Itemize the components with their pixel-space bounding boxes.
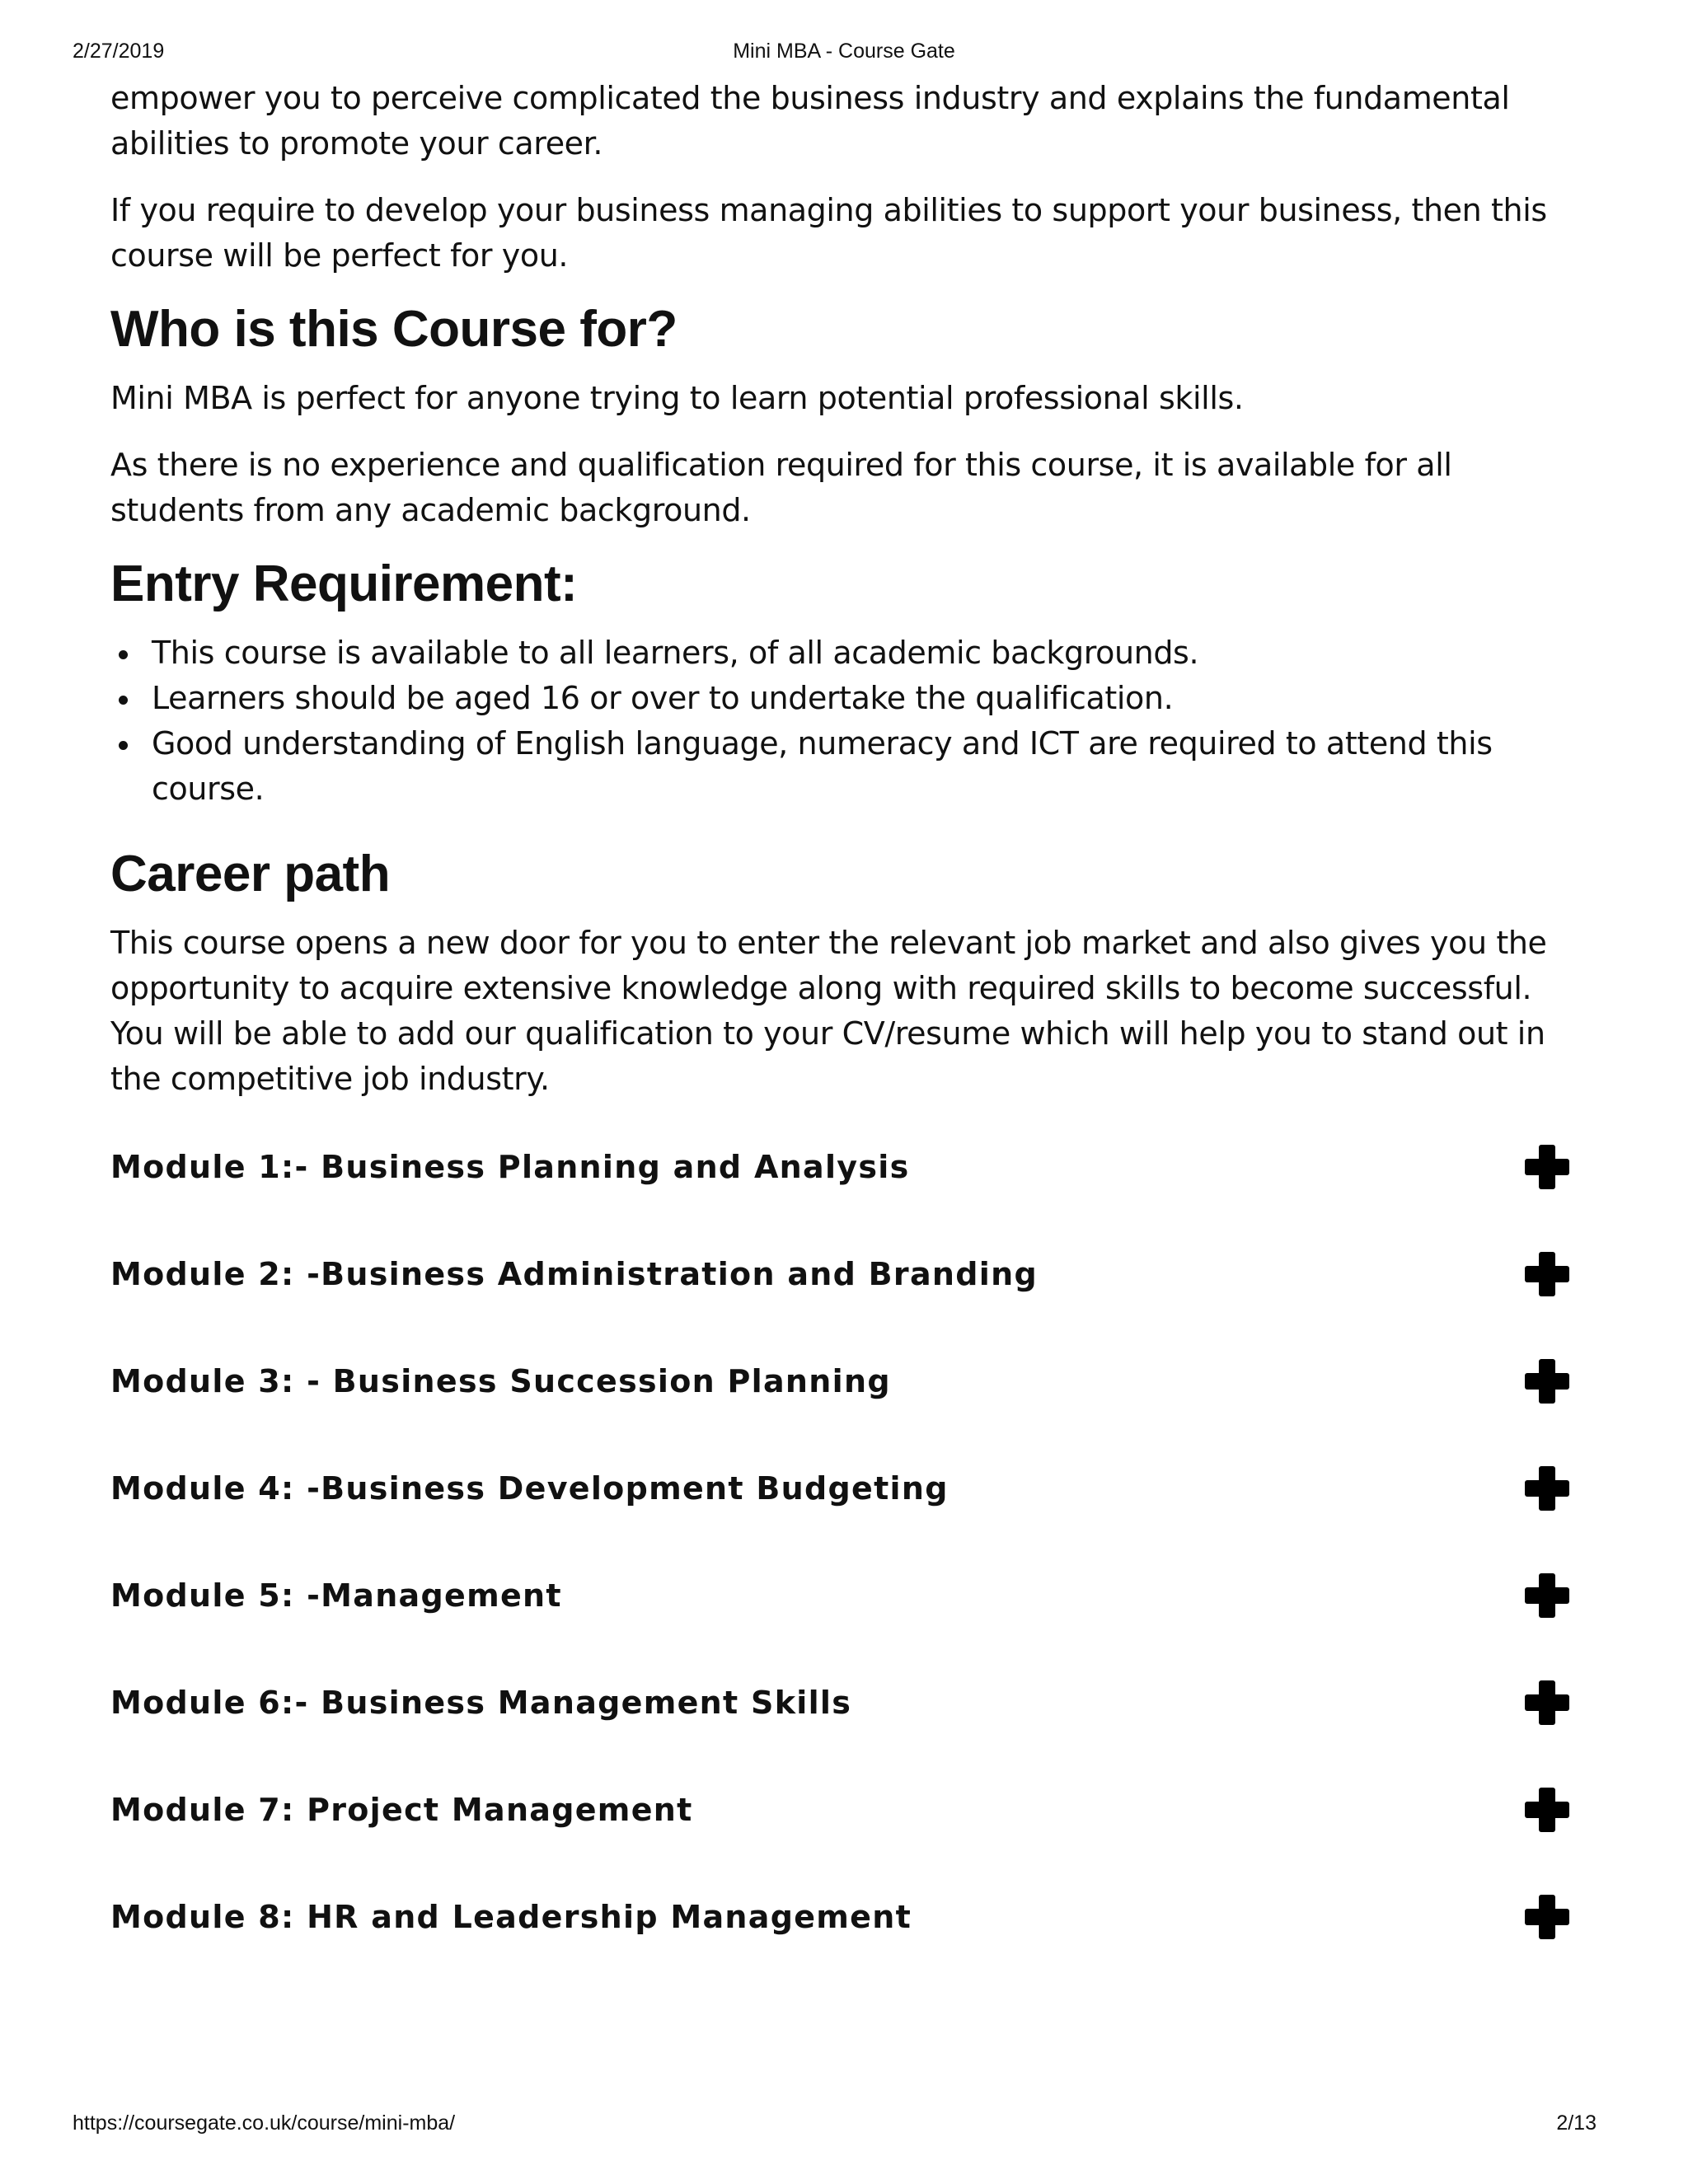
list-item-text: Good understanding of English language, numeracy and ICT are required to attend this course.	[152, 725, 1493, 807]
module-accordion	[110, 1140, 1578, 1997]
module-title[interactable]: Module 6:- Business Management Skills	[110, 1685, 852, 1721]
plus-icon[interactable]	[1525, 1145, 1569, 1189]
print-header	[73, 40, 1615, 68]
module-title[interactable]: Module 8: HR and Leadership Management	[110, 1899, 912, 1935]
bullet-dot-icon	[119, 741, 128, 750]
module-toggle-6[interactable]	[110, 1675, 1578, 1783]
course-content	[110, 76, 1578, 1997]
module-toggle-7[interactable]	[110, 1783, 1578, 1890]
plus-icon[interactable]	[1525, 1466, 1569, 1511]
plus-icon[interactable]	[1525, 1680, 1569, 1725]
plus-icon[interactable]	[1525, 1788, 1569, 1832]
career-path-paragraph: This course opens a new door for you to enter the relevant job market and also gives you the opportunity to acquire extensive knowledge along with required skills to become successful. You will be able to add our qualification to your CV/resume which will help you to stand out in the competitive job industry.	[110, 925, 1547, 1097]
module-title[interactable]: Module 2: -Business Administration and Branding	[110, 1256, 1038, 1292]
intro-paragraph: empower you to perceive complicated the business industry and explains the fundamental abilities to promote your career.	[110, 80, 1510, 162]
plus-icon[interactable]	[1525, 1359, 1569, 1404]
module-toggle-4[interactable]	[110, 1461, 1578, 1568]
module-toggle-8[interactable]	[110, 1890, 1578, 1997]
bullet-dot-icon	[119, 650, 128, 659]
module-title[interactable]: Module 7: Project Management	[110, 1792, 693, 1828]
plus-icon[interactable]	[1525, 1252, 1569, 1296]
bullet-dot-icon	[119, 696, 128, 705]
plus-icon[interactable]	[1525, 1895, 1569, 1939]
module-title[interactable]: Module 1:- Business Planning and Analysis	[110, 1149, 910, 1185]
module-toggle-3[interactable]	[110, 1354, 1578, 1461]
who-for-heading: Who is this Course for?	[110, 301, 678, 358]
module-toggle-5[interactable]	[110, 1568, 1578, 1675]
list-item-text: This course is available to all learners, of all academic backgrounds.	[152, 635, 1199, 671]
print-date: 2/27/2019	[73, 40, 165, 63]
list-item	[110, 630, 1578, 676]
module-toggle-2[interactable]	[110, 1247, 1578, 1354]
plus-icon[interactable]	[1525, 1573, 1569, 1618]
list-item	[110, 721, 1578, 812]
list-item-text: Learners should be aged 16 or over to undertake the qualification.	[152, 680, 1174, 716]
print-footer	[73, 2111, 1615, 2139]
who-for-paragraph: As there is no experience and qualification required for this course, it is available for all students from any academic background.	[110, 447, 1452, 528]
who-for-paragraph: Mini MBA is perfect for anyone trying to learn potential professional skills.	[110, 380, 1244, 416]
module-title[interactable]: Module 3: - Business Succession Planning	[110, 1363, 891, 1399]
module-title[interactable]: Module 5: -Management	[110, 1577, 562, 1614]
module-toggle-1[interactable]	[110, 1140, 1578, 1247]
entry-requirement-heading: Entry Requirement:	[110, 555, 578, 612]
intro-paragraph: If you require to develop your business managing abilities to support your business, then this course will be perfect for you.	[110, 192, 1547, 274]
career-path-heading: Career path	[110, 846, 391, 902]
module-title[interactable]: Module 4: -Business Development Budgeting	[110, 1470, 949, 1507]
page-url: https://coursegate.co.uk/course/mini-mba/	[73, 2111, 456, 2135]
page-number: 2/13	[1556, 2111, 1597, 2135]
list-item	[110, 676, 1578, 721]
entry-requirement-list	[110, 630, 1578, 812]
print-page-title: Mini MBA - Course Gate	[733, 40, 955, 63]
